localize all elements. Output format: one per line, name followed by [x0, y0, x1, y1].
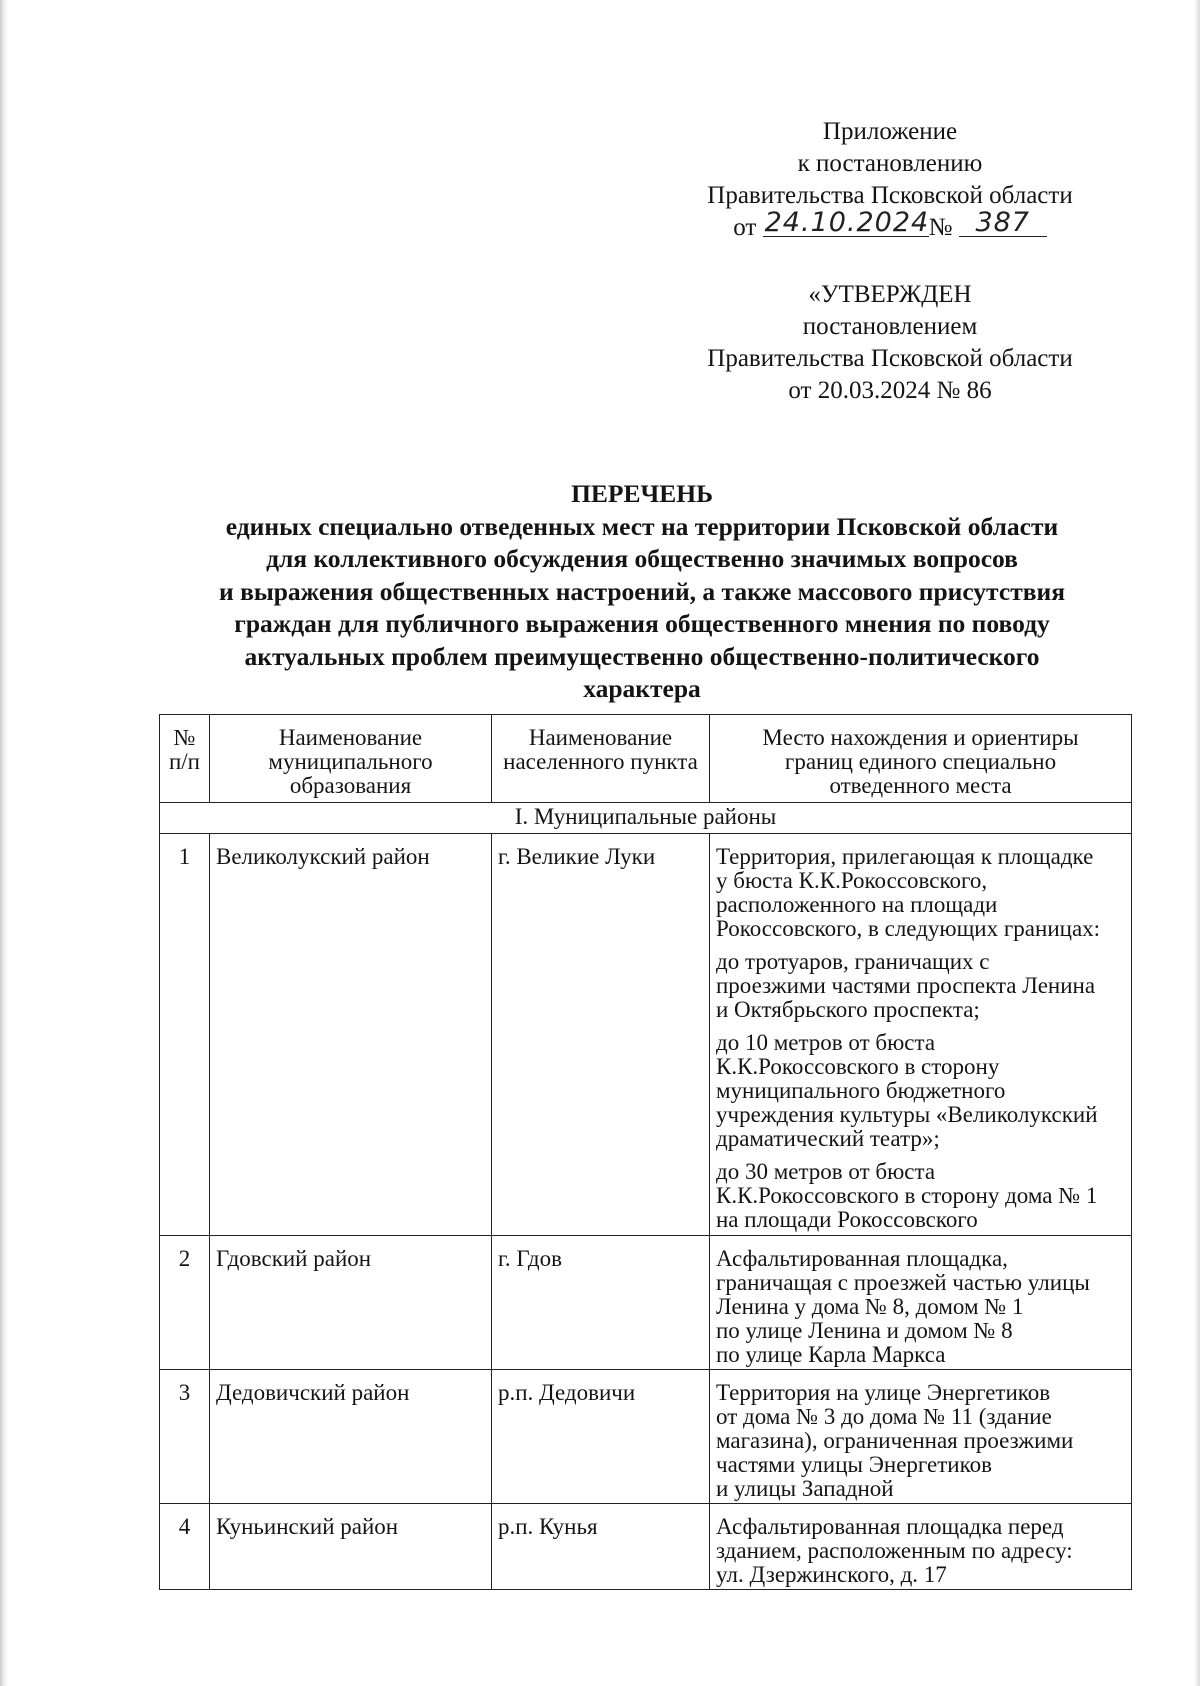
title-line: характера	[583, 674, 701, 703]
appendix-line: Правительства Псковской области	[707, 182, 1073, 209]
appendix-line: к постановлению	[797, 150, 983, 177]
section-row	[160, 803, 1132, 834]
approved-header	[660, 279, 1120, 407]
title-line: граждан для публичного выражения общественного мнения по поводу	[234, 609, 1050, 638]
row-settlement: г. Гдов	[492, 1236, 710, 1370]
number-sign: №	[928, 214, 953, 241]
row-municipality: Куньинский район	[210, 1504, 492, 1590]
row-number: 2	[160, 1236, 210, 1370]
scan-edge-right	[1194, 0, 1200, 1686]
row-municipality: Гдовский район	[210, 1236, 492, 1370]
row-location	[710, 834, 1132, 1236]
row-location	[710, 1236, 1132, 1370]
row-settlement: г. Великие Луки	[492, 834, 710, 1236]
row-number: 3	[160, 1370, 210, 1504]
location-paragraph: Асфальтированная площадка, граничащая с проезжей частью улицы Ленина у дома № 8, домом № 1 по улице Ленина и домом № 8 по улице Карла Маркса	[716, 1246, 1090, 1367]
table-row	[160, 1370, 1132, 1504]
section-title: I. Муниципальные районы	[160, 803, 1132, 834]
header-settlement: Наименование населенного пункта	[492, 715, 710, 803]
appendix-line: Приложение	[822, 118, 958, 145]
row-number: 1	[160, 834, 210, 1236]
title-line: для коллективного обсуждения общественно значимых вопросов	[266, 544, 1018, 573]
row-municipality: Дедовичский район	[210, 1370, 492, 1504]
approved-line: Правительства Псковской области	[707, 345, 1073, 372]
location-paragraph: Территория, прилегающая к площадке у бюста К.К.Рокоссовского, расположенного на площади Рокоссовского, в следующих границах:	[716, 844, 1101, 941]
location-paragraph: Асфальтированная площадка перед зданием, расположенным по адресу: ул. Дзержинского, д. 17	[716, 1514, 1073, 1587]
title-line: и выражения общественных настроений, а также массового присутствия	[219, 576, 1065, 606]
handwritten-number: 387	[959, 210, 1047, 237]
header-number: № п/п	[160, 715, 210, 803]
location-paragraph: Территория на улице Энергетиков от дома № 3 до дома № 11 (здание магазина), ограниченная проезжими частями улицы Энергетиков и улицы Западной	[716, 1380, 1074, 1501]
location-paragraph: до 30 метров от бюста К.К.Рокоссовского в сторону дома № 1 на площади Рокоссовского	[716, 1159, 1098, 1232]
approved-line: от 20.03.2024 № 86	[788, 377, 992, 404]
approved-line: постановлением	[802, 313, 978, 340]
table-row	[160, 1504, 1132, 1590]
title-line: единых специально отведенных мест на территории Псковской области	[225, 511, 1059, 541]
header-municipality: Наименование муниципального образования	[210, 715, 492, 803]
title-line: актуальных проблем преимущественно общественно-политического	[244, 641, 1040, 671]
row-municipality: Великолукский район	[210, 834, 492, 1236]
appendix-date-line	[733, 207, 1046, 244]
header-location: Место нахождения и ориентиры границ единого специально отведенного места	[710, 715, 1132, 803]
appendix-header	[660, 116, 1120, 244]
document-title	[150, 478, 1134, 706]
row-settlement: р.п. Кунья	[492, 1504, 710, 1590]
location-paragraph: до тротуаров, граничащих с проезжими частями проспекта Ленина и Октябрьского проспекта;	[716, 949, 1096, 1022]
places-table	[159, 714, 1132, 1590]
scan-edge-left	[0, 0, 9, 1686]
row-location	[710, 1370, 1132, 1504]
approved-line: «УТВЕРЖДЕН	[808, 281, 972, 308]
location-paragraph: до 10 метров от бюста К.К.Рокоссовского в сторону муниципального бюджетного учреждения культуры «Великолукский драматический театр»;	[716, 1030, 1098, 1151]
table-header-row	[160, 715, 1132, 803]
table-row	[160, 1236, 1132, 1370]
row-number: 4	[160, 1504, 210, 1590]
row-settlement: р.п. Дедовичи	[492, 1370, 710, 1504]
row-location	[710, 1504, 1132, 1590]
date-prefix: от	[733, 214, 757, 241]
table-row	[160, 834, 1132, 1236]
handwritten-date: 24.10.2024	[764, 207, 930, 238]
title-heading: ПЕРЕЧЕНЬ	[571, 479, 713, 508]
